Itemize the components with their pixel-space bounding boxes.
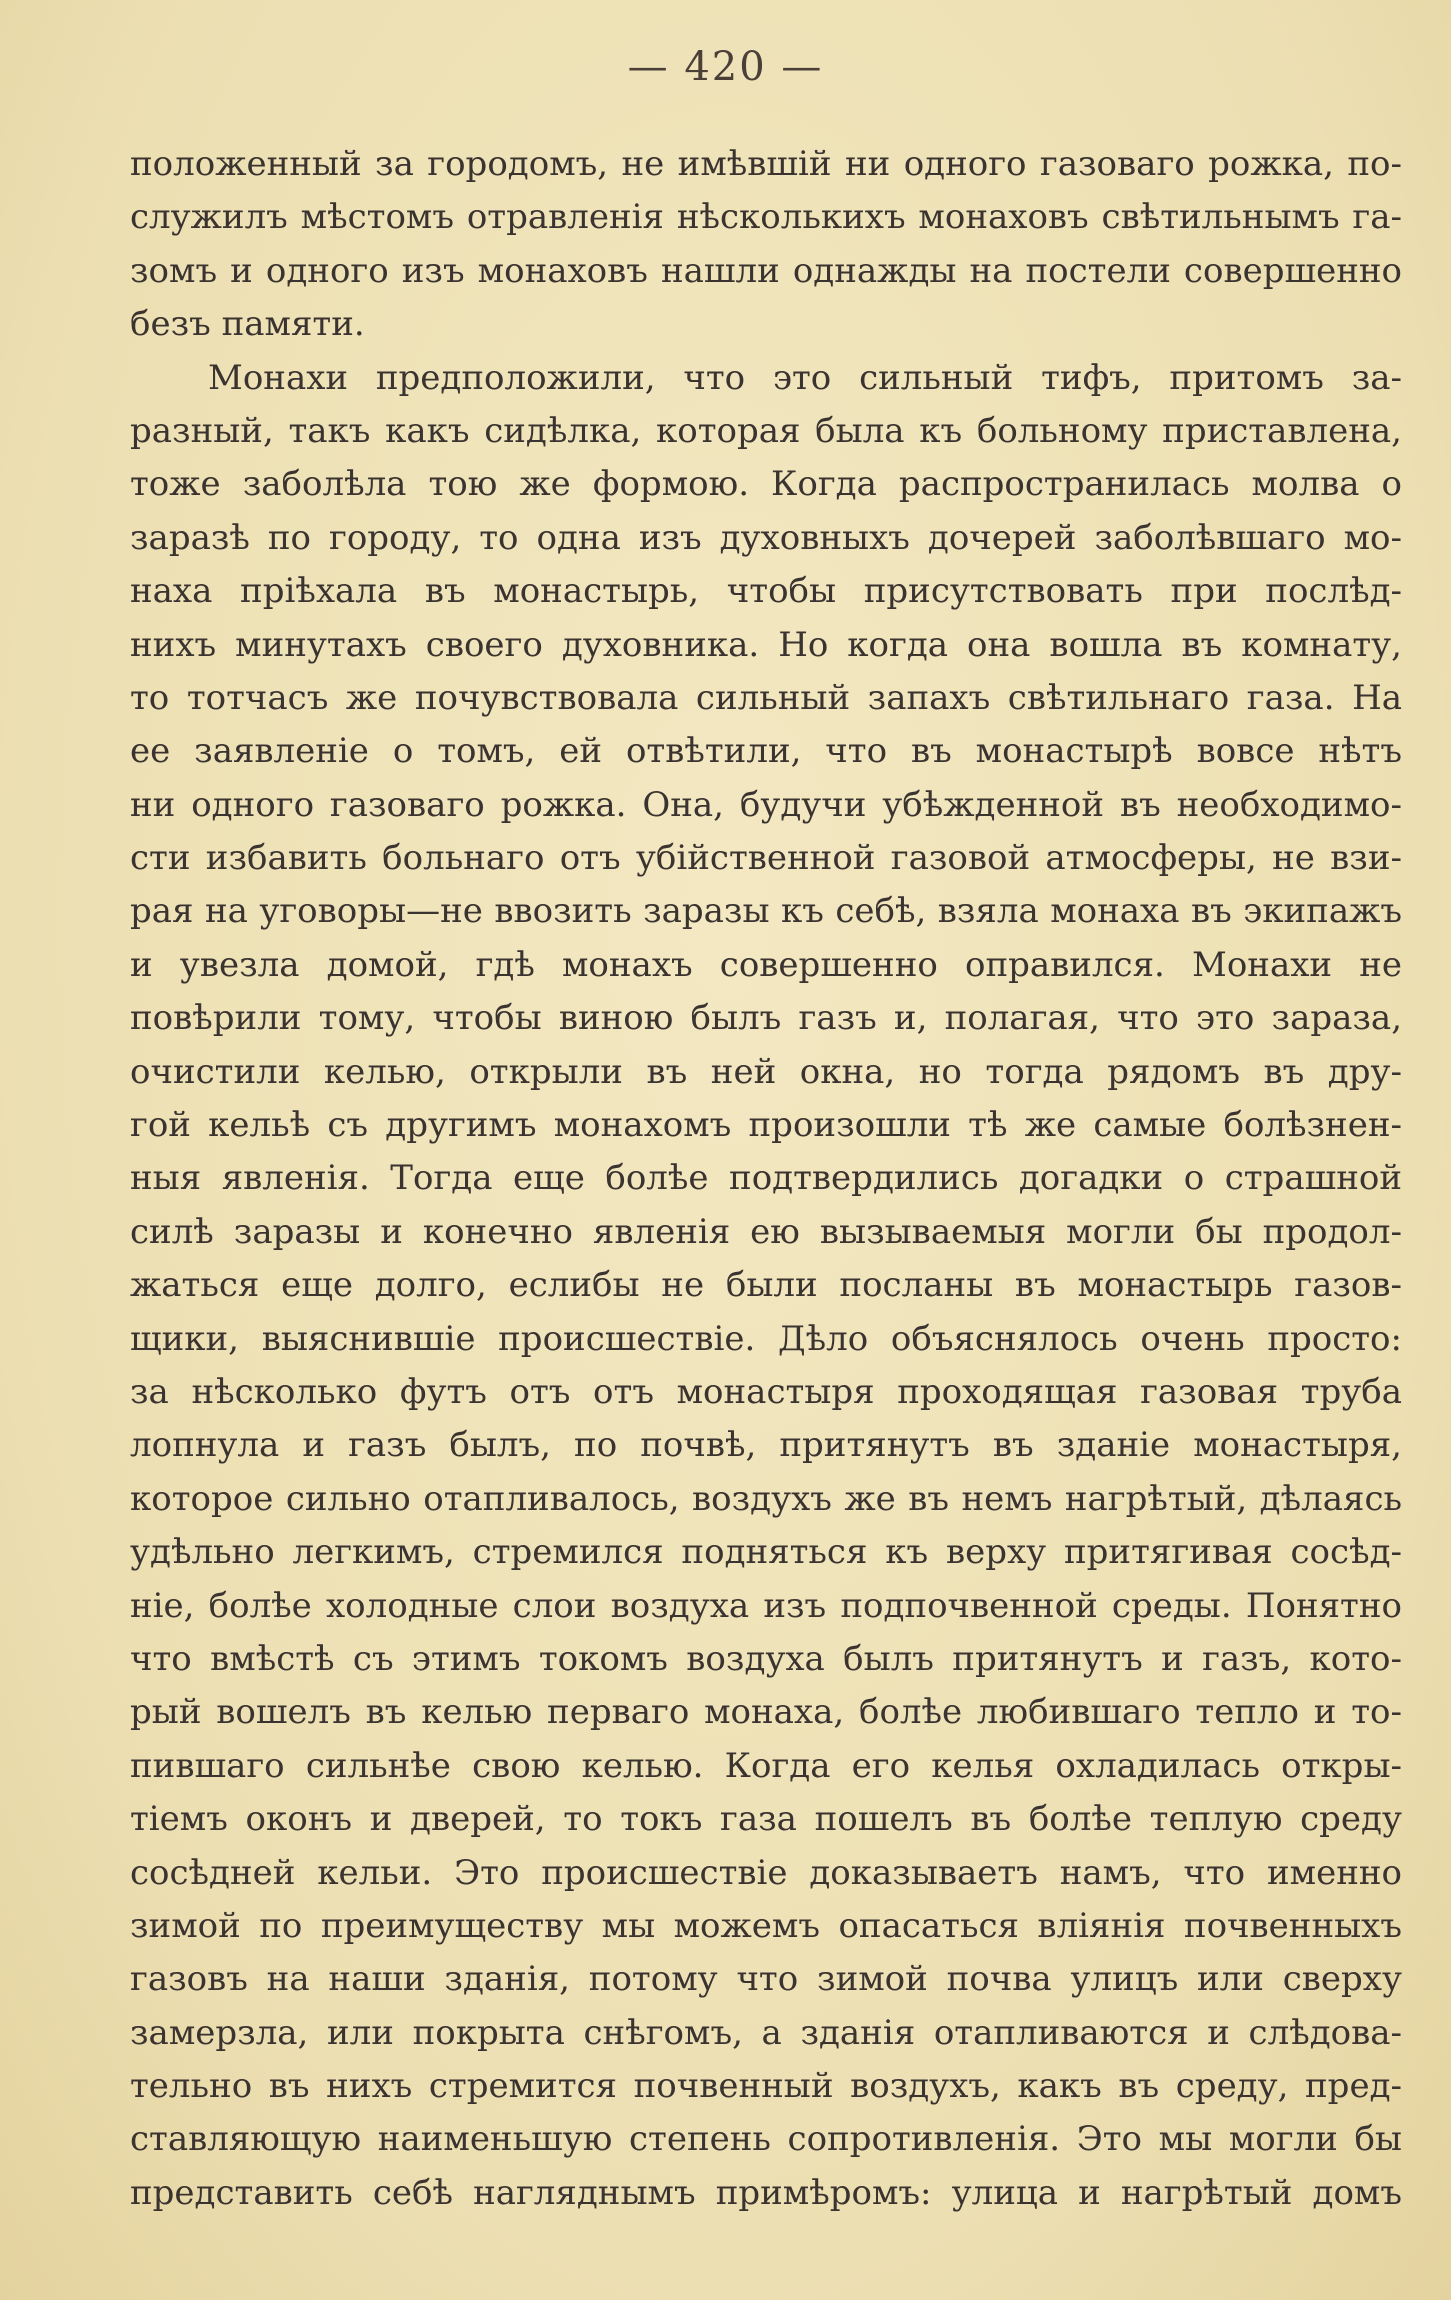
text-line: то тотчасъ же почувствовала сильный запахъ свѣтильнаго газа. На <box>130 677 1402 718</box>
text-line: гой кельѣ съ другимъ монахомъ произошли тѣ же самые болѣзнен- <box>130 1105 1402 1146</box>
text-line: удѣльно легкимъ, стремился подняться къ верху притягивая сосѣд- <box>130 1532 1402 1573</box>
text-line: заразѣ по городу, то одна изъ духовныхъ дочерей заболѣвшаго мо- <box>130 517 1402 558</box>
text-line: лопнула и газъ былъ, по почвѣ, притянутъ въ зданіе монастыря, <box>130 1425 1402 1466</box>
text-line: рая на уговоры—не ввозить заразы къ себѣ, взяла монаха въ экипажъ <box>130 891 1402 932</box>
text-line: нихъ минутахъ своего духовника. Но когда она вошла въ комнату, <box>130 624 1402 665</box>
text-line: замерзла, или покрыта снѣгомъ, а зданія отапливаются и слѣдова- <box>130 2012 1402 2053</box>
text-line: за нѣсколько футъ отъ отъ монастыря проходящая газовая труба <box>130 1371 1402 1412</box>
text-line: безъ памяти. <box>130 304 365 345</box>
text-line: представить себѣ нагляднымъ примѣромъ: улица и нагрѣтый домъ <box>130 2172 1402 2213</box>
text-line: пившаго сильнѣе свою келью. Когда его келья охладилась откры- <box>130 1745 1402 1786</box>
text-line: зимой по преимуществу мы можемъ опасаться вліянія почвенныхъ <box>130 1905 1402 1946</box>
text-line: очистили келью, открыли въ ней окна, но тогда рядомъ въ дру- <box>130 1051 1402 1092</box>
text-line: сосѣдней кельи. Это происшествіе доказываетъ намъ, что именно <box>130 1852 1402 1893</box>
text-line: тоже заболѣла тою же формою. Когда распространилась молва о <box>130 464 1402 505</box>
text-line: ніе, болѣе холодные слои воздуха изъ подпочвенной среды. Понятно <box>130 1585 1402 1626</box>
page-number: — 420 — <box>627 44 824 90</box>
body-text <box>130 138 1402 2220</box>
text-line: положенный за городомъ, не имѣвшій ни одного газоваго рожка, по- <box>130 144 1402 184</box>
text-line: которое сильно отапливалось, воздухъ же въ немъ нагрѣтый, дѣлаясь <box>130 1478 1402 1519</box>
text-line: зомъ и одного изъ монаховъ нашли однажды на постели совершенно <box>130 250 1402 291</box>
text-line: газовъ на наши зданія, потому что зимой почва улицъ или сверху <box>130 1959 1402 2000</box>
paragraph-first-line: Монахи предположили, что это сильный тифъ, притомъ за- <box>208 357 1402 398</box>
text-line: тельно въ нихъ стремится почвенный воздухъ, какъ въ среду, пред- <box>130 2066 1402 2107</box>
text-line: ни одного газоваго рожка. Она, будучи убѣжденной въ необходимо- <box>130 784 1402 825</box>
text-line: разный, такъ какъ сидѣлка, которая была къ больному приставлена, <box>130 410 1402 451</box>
text-line: и увезла домой, гдѣ монахъ совершенно оправился. Монахи не <box>130 944 1402 985</box>
text-line: ее заявленіе о томъ, ей отвѣтили, что въ монастырѣ вовсе нѣтъ <box>130 731 1402 772</box>
text-line: наха пріѣхала въ монастырь, чтобы присутствовать при послѣд- <box>130 571 1402 612</box>
text-line: служилъ мѣстомъ отравленія нѣсколькихъ монаховъ свѣтильнымъ га- <box>130 197 1402 238</box>
text-line: силѣ заразы и конечно явленія ею вызываемыя могли бы продол- <box>130 1211 1402 1252</box>
text-line: что вмѣстѣ съ этимъ токомъ воздуха былъ притянутъ и газъ, кото- <box>130 1638 1402 1679</box>
text-line: рый вошелъ въ келью перваго монаха, болѣе любившаго тепло и то- <box>130 1692 1402 1733</box>
text-line: ставляющую наименьшую степень сопротивленія. Это мы могли бы <box>130 2119 1402 2160</box>
text-line: жаться еще долго, еслибы не были посланы въ монастырь газов- <box>130 1265 1402 1306</box>
text-line: сти избавить больнаго отъ убійственной газовой атмосферы, не взи- <box>130 838 1402 879</box>
text-line: щики, выяснившіе происшествіе. Дѣло объяснялось очень просто: <box>130 1318 1402 1359</box>
text-line: повѣрили тому, чтобы виною былъ газъ и, полагая, что это зараза, <box>130 998 1402 1039</box>
text-line: ныя явленія. Тогда еще болѣе подтвердились догадки о страшной <box>130 1158 1402 1199</box>
text-line: тіемъ оконъ и дверей, то токъ газа пошелъ въ болѣе теплую среду <box>130 1799 1402 1840</box>
